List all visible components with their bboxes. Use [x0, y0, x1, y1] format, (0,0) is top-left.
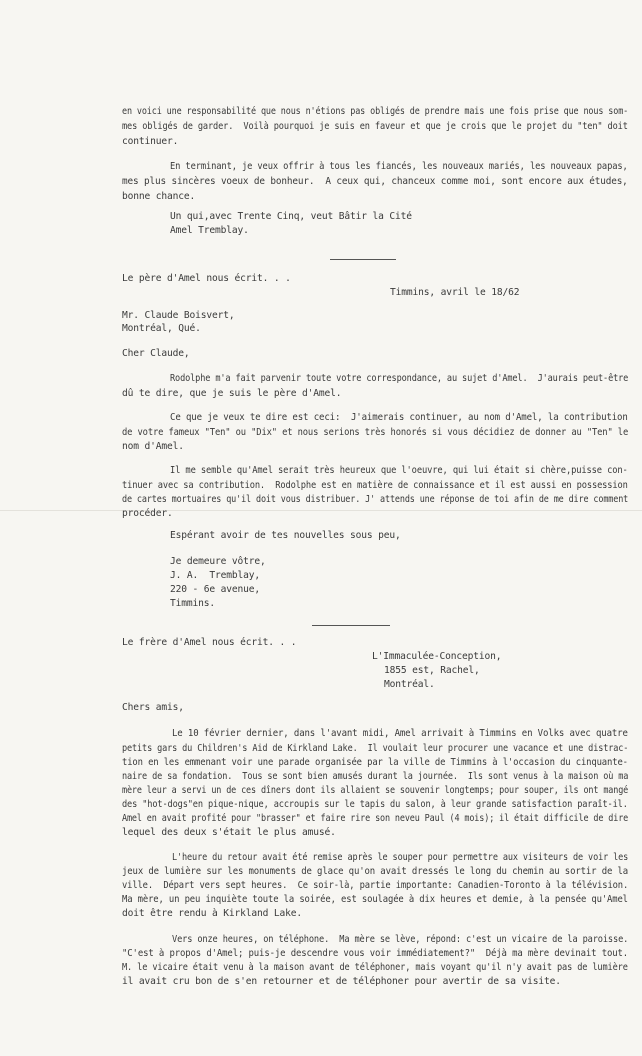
letter2-para2-line: Ce que je veux te dire est ceci: J'aimerais continuer, au nom d'Amel, la contribution: [170, 412, 628, 423]
letter2-para1-line: Rodolphe m'a fait parvenir toute votre correspondance, au sujet d'Amel. J'aurais peut-être: [170, 373, 629, 384]
letter2-para3-line: tinuer avec sa contribution. Rodolphe est en matière de connaissance et il est aussi en possession: [122, 480, 628, 491]
letter1-line: en voici une responsabilité que nous n'étions pas obligés de prendre mais une fois prise que nous som-: [122, 106, 629, 117]
page-fold: [0, 510, 642, 511]
letter3-para1-line: Le 10 février dernier, dans l'avant midi, Amel arrivait à Timmins en Volks avec quatre: [172, 728, 628, 739]
letter3-address-line: L'Immaculée-Conception,: [372, 651, 502, 662]
letter3-para2-line: ville. Départ vers sept heures. Ce soir-là, partie importante: Canadien-Toronto à la télévision.: [122, 880, 629, 891]
letter2-para2-line: de votre fameux "Ten" ou "Dix" et nous serions très honorés si vous décidiez de donner au "Ten" le: [122, 427, 629, 438]
letter2-address-line: Mr. Claude Boisvert,: [122, 310, 235, 321]
letter3-para1-line: lequel des deux s'était le plus amusé.: [122, 827, 336, 838]
letter2-para1-line: dû te dire, que je suis le père d'Amel.: [122, 388, 342, 399]
letter2-para3-line: procéder.: [122, 508, 173, 519]
letter2-para2-line: nom d'Amel.: [122, 441, 184, 452]
letter3-address-line: Montréal.: [384, 679, 435, 690]
letter1-signature-line: Amel Tremblay.: [170, 225, 249, 236]
letter2-salutation: Cher Claude,: [122, 348, 190, 359]
letter1-signature-line: Un qui,avec Trente Cinq, veut Bâtir la Cité: [170, 211, 412, 222]
letter3-para1-line: petits gars du Children's Aid de Kirkland Lake. Il voulait leur procurer une vacance et une distrac-: [122, 743, 629, 754]
letter3-para3-line: "C'est à propos d'Amel; puis-je descendre vous voir immédiatement?" Déjà ma mère devinait tout.: [122, 948, 629, 959]
letter1-closing-line: mes plus sincères voeux de bonheur. A ceux qui, chanceux comme moi, sont encore aux études,: [122, 176, 628, 187]
letter1-line: mes obligés de garder. Voilà pourquoi je suis en faveur et que je crois que le projet du "ten" doit: [122, 121, 628, 132]
letter1-closing-line: bonne chance.: [122, 191, 196, 202]
letter3-para2-line: doit être rendu à Kirkland Lake.: [122, 908, 303, 919]
section-divider: [330, 259, 396, 260]
letter3-para3-line: Vers onze heures, on téléphone. Ma mère se lève, répond: c'est un vicaire de la paroisse.: [172, 934, 629, 945]
letter2-signature-line: Je demeure vôtre,: [170, 556, 266, 567]
letter3-intro: Le frère d'Amel nous écrit. . .: [122, 637, 297, 648]
letter3-para1-line: des "hot-dogs"en pique-nique, accroupis sur le tapis du salon, à leur grande satisfaction paraît-il.: [122, 799, 628, 810]
letter2-para3-line: Il me semble qu'Amel serait très heureux que l'oeuvre, qui lui était si chère,puisse con-: [170, 465, 628, 476]
letter1-line: continuer.: [122, 136, 179, 147]
letter3-para3-line: il avait cru bon de s'en retourner et de téléphoner pour avertir de sa visite.: [122, 976, 561, 987]
letter3-address-line: 1855 est, Rachel,: [384, 665, 480, 676]
letter3-salutation: Chers amis,: [122, 702, 184, 713]
letter3-para1-line: naire de sa fondation. Tous se sont bien amusés durant la journée. Ils sont venus à la maison où ma: [122, 771, 629, 782]
letter3-para2-line: Ma mère, un peu inquiète toute la soirée, est soulagée à dix heures et demie, à la pensée qu'Amel: [122, 894, 628, 905]
letter3-para2-line: jeux de lumière sur les monuments de glace qu'on avait dressés le long du chemin au sortir de la: [122, 866, 629, 877]
letter3-para2-line: L'heure du retour avait été remise après le souper pour permettre aux visiteurs de voir les: [172, 852, 629, 863]
letter2-place-date: Timmins, avril le 18/62: [390, 287, 520, 298]
section-divider: [312, 625, 390, 626]
letter2-intro: Le père d'Amel nous écrit. . .: [122, 273, 291, 284]
letter3-para1-line: Amel en avait profité pour "brasser" et faire rire son neveu Paul (4 mois); il était difficile de dire: [122, 813, 629, 824]
letter2-signature-line: 220 - 6e avenue,: [170, 584, 261, 595]
letter2-closing: Espérant avoir de tes nouvelles sous peu,: [170, 530, 401, 541]
letter2-signature-line: J. A. Tremblay,: [170, 570, 261, 581]
letter1-closing-line: En terminant, je veux offrir à tous les fiancés, les nouveaux mariés, les nouveaux papas,: [170, 161, 628, 172]
letter3-para1-line: tion en les emmenant voir une parade organisée par la ville de Timmins à l'occasion du cinquante-: [122, 757, 628, 768]
letter3-para1-line: mère leur a servi un de ces dîners dont ils allaient se souvenir longtemps; pour souper, ils ont mangé: [122, 785, 629, 796]
letter2-signature-line: Timmins.: [170, 598, 216, 609]
letter2-para3-line: de cartes mortuaires qu'il doit vous distribuer. J' attends une réponse de toi afin de me dire comment: [122, 494, 629, 505]
letter3-para3-line: M. le vicaire était venu à la maison avant de téléphoner, mais voyant qu'il n'y avait pas de lumière: [122, 962, 628, 973]
letter2-address-line: Montréal, Qué.: [122, 323, 201, 334]
